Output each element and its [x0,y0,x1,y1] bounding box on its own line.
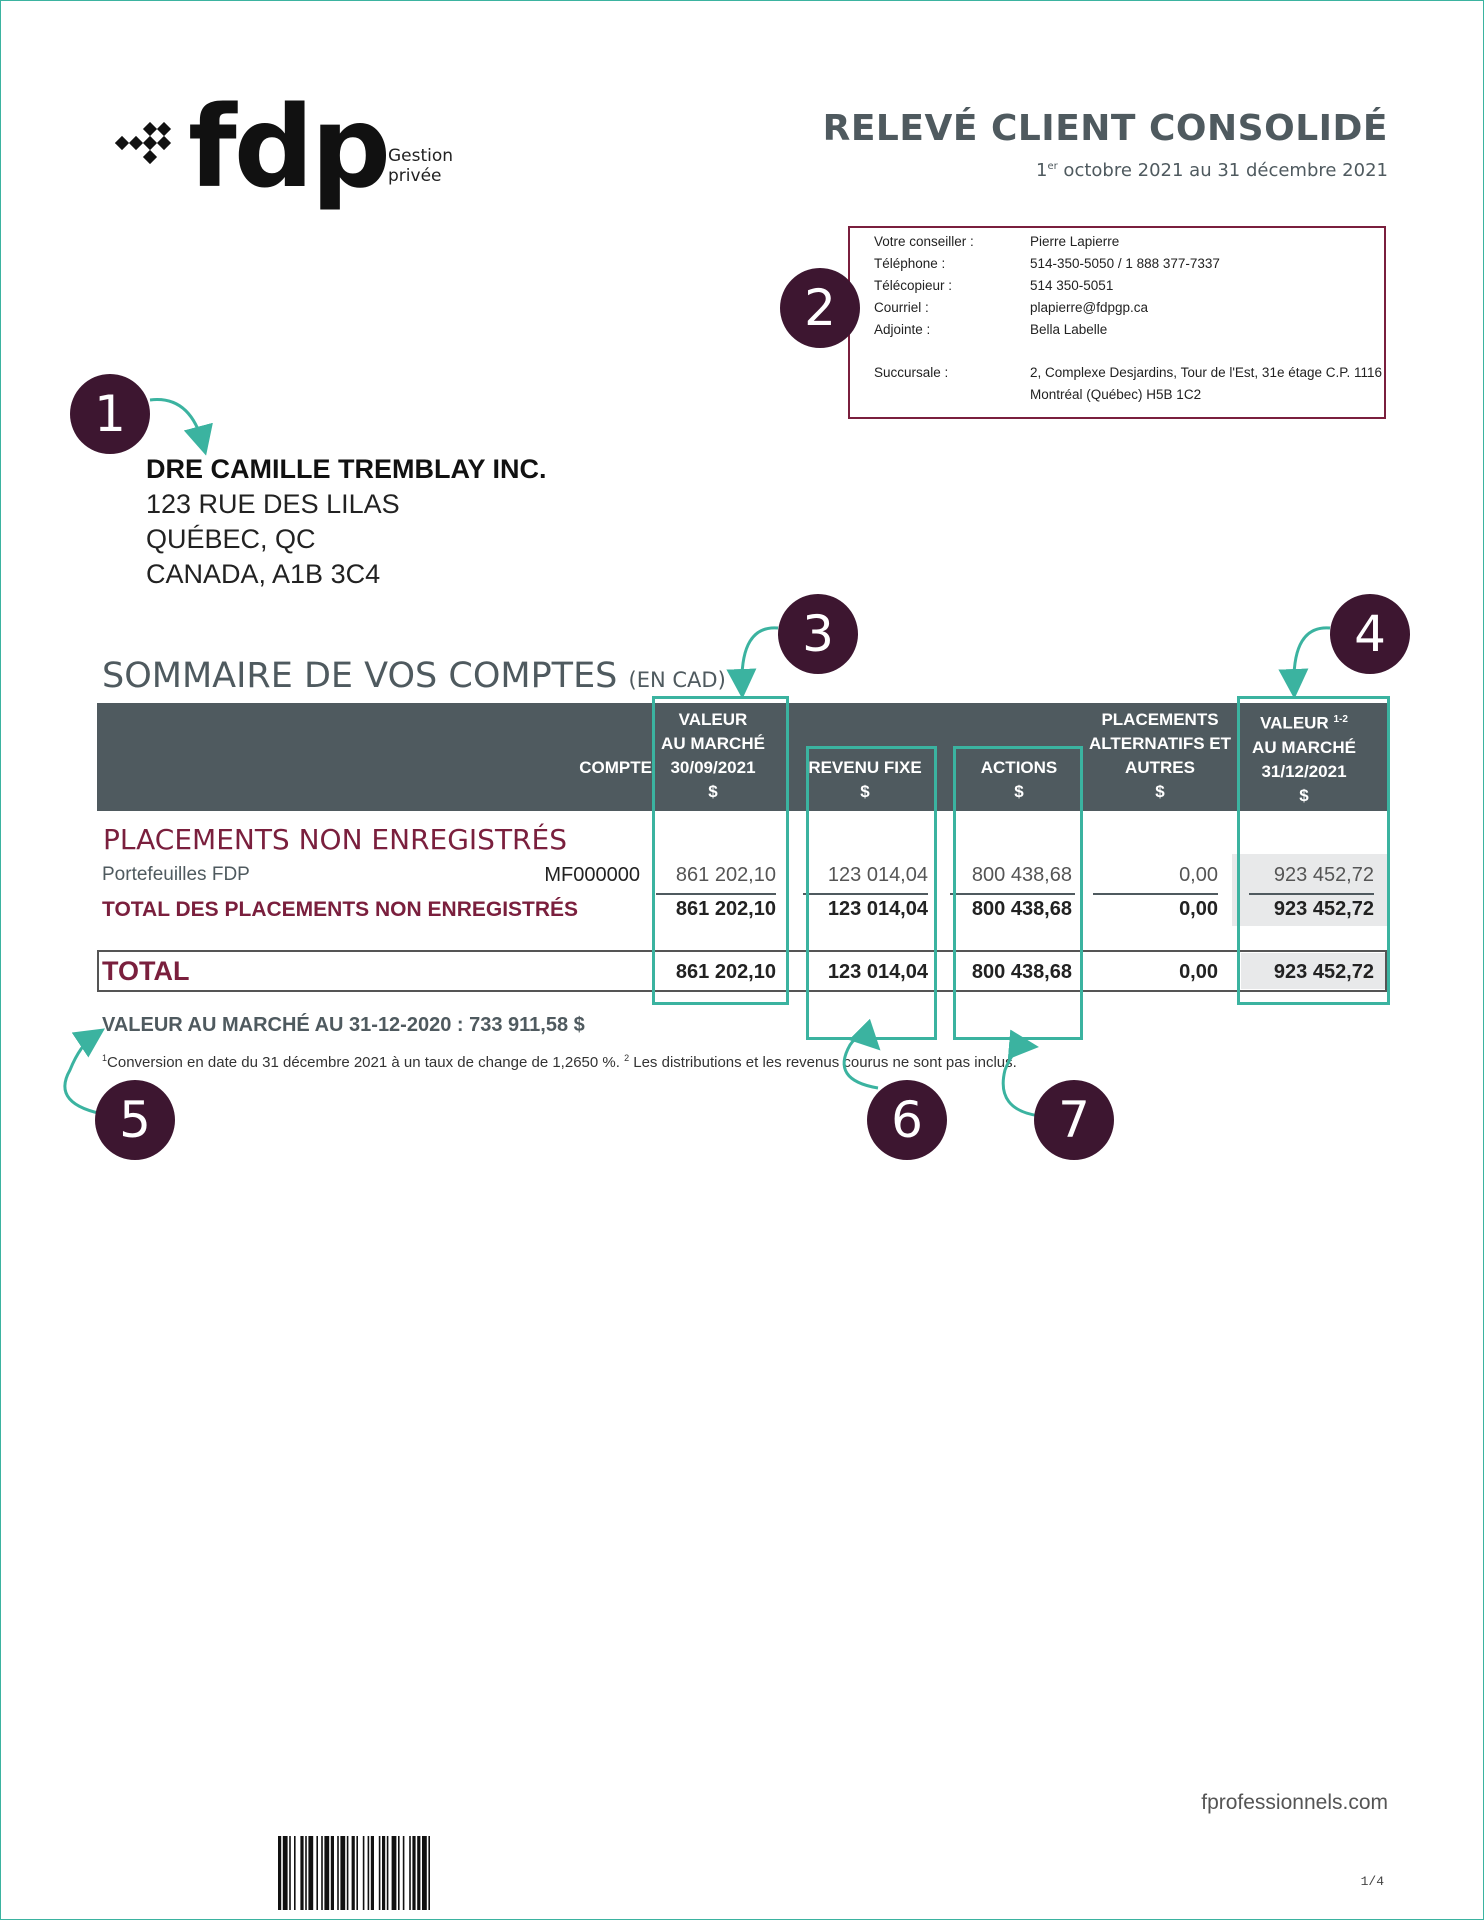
total-revenu-fixe: 123 014,04 [827,961,928,983]
document-title: RELEVÉ CLIENT CONSOLIDÉ [822,108,1388,149]
annotation-marker-3: 3 [778,594,858,674]
total-valeur-debut: 861 202,10 [675,961,776,983]
subtotal-valeur-fin: 923 452,72 [1273,898,1374,920]
row-alternatifs: 0,00 [1179,864,1218,886]
header-actions: ACTIONS $ [980,758,1058,801]
fax-value: 514 350-5051 [1030,278,1114,293]
annotation-marker-4: 4 [1330,594,1410,674]
subtotal-label: TOTAL DES PLACEMENTS NON ENREGISTRÉS [102,898,579,921]
annotation-marker-2: 2 [780,268,860,348]
header-valeur-fin: VALEUR $^{1-2}$ AU MARCHÉ 31/12/2021 $ [1252,713,1356,805]
annotation-box-4 [1237,696,1390,1005]
divider [1093,893,1218,895]
annotation-box-6 [806,746,937,1040]
row-revenu-fixe: 123 014,04 [827,864,928,886]
header-compte: COMPTE [579,758,652,777]
branch-address-line1: 2, Complexe Desjardins, Tour de l'Est, 31e étage C.P. 1116 [1030,365,1383,380]
client-address-line2: QUÉBEC, QC [146,524,316,554]
row-label: Portefeuilles FDP [102,864,250,885]
phone-value: 514-350-5050 / 1 888 377-7337 [1030,256,1220,271]
fax-label: Télécopieur : [874,278,953,293]
annotation-marker-5: 5 [95,1080,175,1160]
subtotal-actions: 800 438,68 [971,898,1072,920]
market-value-note: VALEUR AU MARCHÉ AU 31-12-2020 : 733 911,58 $ [102,1014,585,1036]
row-valeur-debut: 861 202,10 [675,864,776,886]
footnote: $^1$Conversion en date du 31 décembre 2021 à un taux de change de 1,2650 %. $^2$ Les distributions et les revenus courus ne sont pas inclus. [102,1053,1017,1071]
summary-title: SOMMAIRE DE VOS COMPTES (EN CAD) [102,656,726,696]
subtotal-alternatifs: 0,00 [1179,898,1218,920]
total-valeur-fin: 923 452,72 [1273,961,1374,983]
barcode-icon [278,1836,558,1910]
page-number: 1/4 [1360,1874,1384,1889]
advisor-value: Pierre Lapierre [1030,234,1120,249]
total-label: TOTAL [102,956,190,986]
footer-website[interactable]: fprofessionnels.com [1201,1791,1388,1814]
subtotal-valeur-debut: 861 202,10 [675,898,776,920]
logo-wordmark: fdp [188,83,389,213]
total-alternatifs: 0,00 [1179,961,1218,983]
annotation-marker-7: 7 [1034,1080,1114,1160]
total-actions: 800 438,68 [971,961,1072,983]
client-address-line1: 123 RUE DES LILAS [146,489,400,519]
row-valeur-fin: 923 452,72 [1273,864,1374,886]
advisor-label: Votre conseiller : [874,234,974,249]
header-alternatifs: PLACEMENTS ALTERNATIFS ET AUTRES $ [1089,710,1231,801]
advisor-info-box [848,226,1386,419]
annotation-marker-1: 1 [70,374,150,454]
header-revenu-fixe: REVENU FIXE $ [808,758,922,801]
assistant-label: Adjointe : [874,322,931,337]
client-name: DRE CAMILLE TREMBLAY INC. [146,454,547,484]
annotation-marker-6: 6 [867,1080,947,1160]
logo-diamond-icon [115,122,185,172]
annotation-box-3 [652,696,789,1005]
client-address-line3: CANADA, A1B 3C4 [146,559,381,589]
email-label: Courriel : [874,300,929,315]
statement-period: 1er octobre 2021 au 31 décembre 2021 [1035,160,1388,181]
logo-subtitle: Gestion privée [388,146,454,186]
subtotal-revenu-fixe: 123 014,04 [827,898,928,920]
phone-label: Téléphone : [874,256,946,271]
branch-address-line2: Montréal (Québec) H5B 1C2 [1030,387,1202,402]
annotation-box-7 [953,746,1083,1040]
group-title: PLACEMENTS NON ENREGISTRÉS [103,823,567,856]
branch-label: Succursale : [874,365,949,380]
email-value[interactable]: plapierre@fdpgp.ca [1030,300,1149,315]
row-actions: 800 438,68 [971,864,1072,886]
header-valeur-debut: VALEUR AU MARCHÉ 30/09/2021 $ [661,710,765,801]
assistant-value: Bella Labelle [1030,322,1108,337]
row-account: MF000000 [544,864,640,886]
